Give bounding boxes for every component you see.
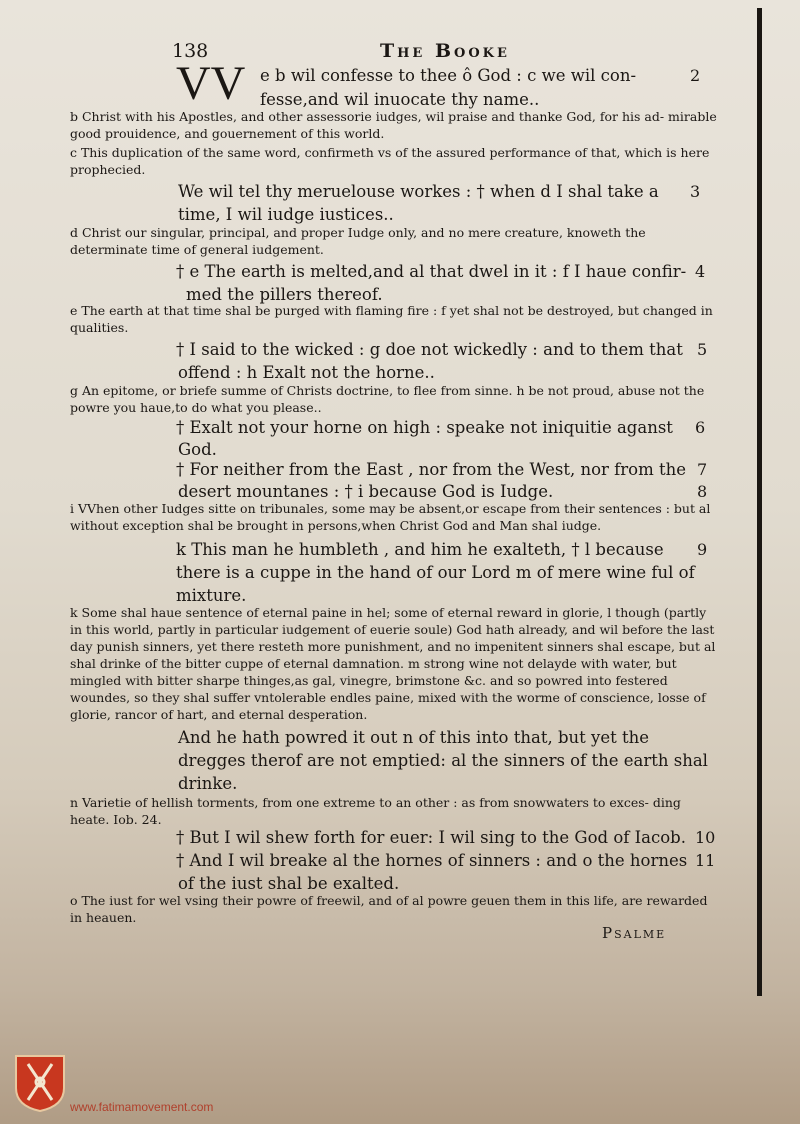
annotation-b: b Christ with his Apostles, and other assessorie iudges, wil praise and thanke God, for his ad- mirable good prouidence, and gouernement of this world.	[70, 109, 717, 141]
annotation-d: d Christ our singular, principal, and proper Iudge only, and no mere creature, knoweth the determinate time of general iudgement.	[70, 225, 646, 257]
page-edge-rule	[757, 8, 762, 996]
verse-number-4: 4	[695, 262, 706, 281]
annotation-i: i VVhen other Iudges sitte on tribunales, some may be absent,or escape from their sentences : but al without exception shal be brought in persons,when Christ God and Man shal iudge.	[70, 501, 711, 533]
annotation-e: e The earth at that time shal be purged with flaming fire : f yet shal not be destroyed, but changed in qualities.	[70, 303, 713, 335]
annotation-g: g An epitome, or briefe summe of Christs doctrine, to flee from sinne. h be not proud, abuse not the powre you haue,to do what you please..	[70, 383, 705, 415]
verse-6-line-1: † Exalt not your horne on high : speake not iniquitie aganst	[176, 418, 673, 437]
verse-9b-line-3: drinke.	[178, 774, 238, 793]
verse-number-11: 11	[695, 851, 716, 870]
verse-number-5: 5	[697, 340, 708, 359]
page-number: 138	[172, 40, 209, 62]
drop-cap: VV	[176, 57, 246, 110]
website-watermark[interactable]: www.fatimamovement.com	[70, 1100, 214, 1114]
verse-10: † But I wil shew forth for euer: I wil sing to the God of Iacob.	[176, 828, 686, 847]
verse-9b-line-1: And he hath powred it out n of this into that, but yet the	[178, 728, 649, 747]
verse-number-3: 3	[690, 182, 701, 201]
annotation-n: n Varietie of hellish torments, from one extreme to an other : as from snowwaters to exces- ding heate. Iob. 24.	[70, 795, 681, 827]
verse-number-2: 2	[690, 66, 701, 85]
papal-crest-icon	[14, 1054, 66, 1112]
verse-7-line-1: † For neither from the East , nor from the West, nor from the	[176, 460, 687, 479]
page-header	[0, 40, 740, 64]
verse-9b-line-2: dregges therof are not emptied: al the sinners of the earth shal	[178, 751, 708, 770]
running-title: The Booke	[380, 40, 510, 62]
verse-5-line-1: † I said to the wicked : g doe not wickedly : and to them that	[176, 340, 683, 359]
verse-9-line-3: mixture.	[176, 586, 247, 605]
verse-number-8: 8	[697, 482, 708, 501]
verse-number-7: 7	[697, 460, 708, 479]
verse-9-line-2: there is a cuppe in the hand of our Lord m of mere wine ful of	[176, 563, 695, 582]
annotation-o: o The iust for wel vsing their powre of freewil, and of al powre geuen them in this life, are rewarded in heauen.	[70, 893, 708, 925]
verse-number-10: 10	[695, 828, 716, 847]
verse-number-6: 6	[695, 418, 706, 437]
verse-9-line-1: k This man he humbleth , and him he exalteth, † l because	[176, 540, 664, 559]
verse-11-line-1: † And I wil breake al the hornes of sinners : and o the hornes	[176, 851, 688, 870]
verse-5-line-2: offend : h Exalt not the horne..	[178, 363, 435, 382]
verse-3-line-2: time, I wil iudge iustices..	[178, 205, 394, 224]
catchword: Psalme	[602, 924, 667, 942]
verse-6-line-2: God.	[178, 440, 217, 459]
annotation-k: k Some shal haue sentence of eternal paine in hel; some of eternal reward in glorie, l though (partly in this world, partly in particular iudgement of euerie soule) God hath already, and wil before the last day punish sinners, yet there resteth more punishment, and no impenitent sinners shal escape, but al shal drinke of the bitter cuppe of eternal damnation. m strong wine not delayde with water, but mingled with bitter sharpe thinges,as gal, vinegre, brimstone &c. and so powred into festered woundes, so they shal suffer vntolerable endles paine, mixed with the worme of conscience, losse of glorie, rancor of hart, and eternal desperation.	[70, 605, 716, 722]
verse-3-line-1: We wil tel thy meruelouse workes : † when d I shal take a	[178, 182, 659, 201]
verse-7-line-2: desert mountanes : † i because God is Iudge.	[178, 482, 554, 501]
verse-4-line-2: med the pillers thereof.	[186, 285, 383, 304]
annotation-c: c This duplication of the same word, confirmeth vs of the assured performance of that, which is here prophecied.	[70, 145, 710, 177]
verse-11-line-2: of the iust shal be exalted.	[178, 874, 400, 893]
verse-4-line-1: † e The earth is melted,and al that dwel in it : f I haue confir-	[176, 262, 687, 281]
verse-1: e b wil confesse to thee ô God : c we wil con- fesse,and wil inuocate thy name..	[260, 66, 637, 109]
verse-number-9: 9	[697, 540, 708, 559]
